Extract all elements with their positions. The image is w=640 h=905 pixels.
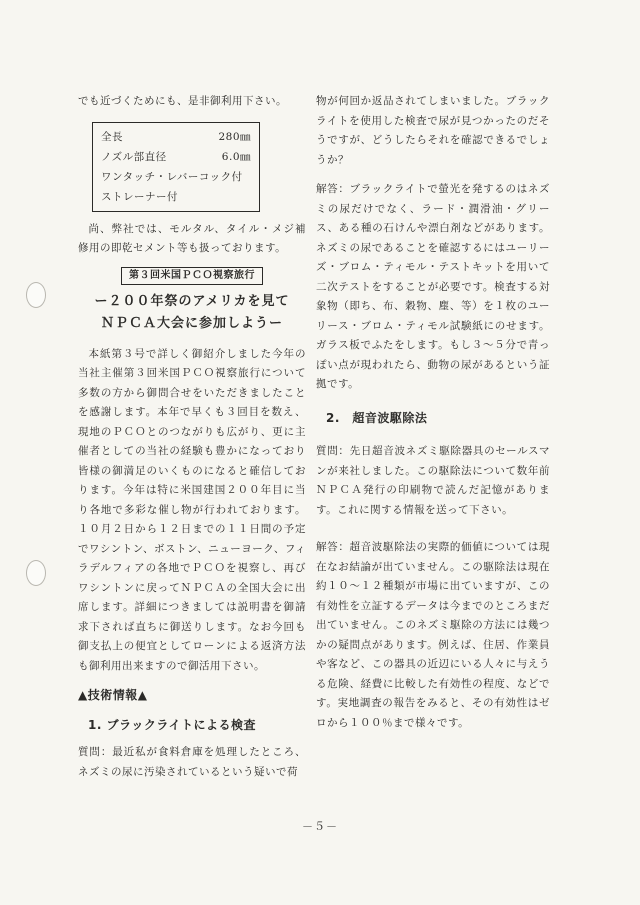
spec-label: 全長 bbox=[101, 130, 123, 143]
blacklight-heading: 1. ブラックライトによる検査 bbox=[88, 717, 256, 732]
after-specs-text: 尚、弊社では、モルタル、タイル・メジ補修用の即乾セメント等も扱っております。 bbox=[78, 222, 306, 254]
headline-line-1: ー２００年祭のアメリカを見て bbox=[94, 293, 290, 309]
section-label: 第３回米国ＰＣＯ視察旅行 bbox=[121, 267, 263, 285]
page-number: －５－ bbox=[302, 820, 338, 833]
spec-label: ストレーナー付 bbox=[101, 190, 178, 203]
spec-box bbox=[92, 122, 260, 212]
spec-value: 6.0㎜ bbox=[221, 150, 251, 163]
spec-row bbox=[101, 127, 251, 147]
intro-text: でも近づくためにも、是非御利用下さい。 bbox=[78, 95, 287, 107]
ultrasonic-heading: 2. 超音波駆除法 bbox=[326, 410, 428, 425]
article-headline bbox=[78, 291, 306, 335]
spec-value: 280㎜ bbox=[218, 130, 251, 143]
right-column bbox=[316, 92, 550, 733]
spec-row bbox=[101, 187, 251, 207]
question-2: 質問：先日超音波ネズミ駆除器具のセールスマンが来社しました。この駆除法について数年前ＮＰＣＡ発行の印刷物で読んだ記憶があります。これに関する情報を送って下さい。 bbox=[316, 445, 550, 516]
answer-2: 解答：超音波駆除法の実際的価値については現在なお結論が出ていません。この駆除法は現在約１０～１２種類が市場に出ていますが、この有効性を立証するデータは今までのところまだ出ていません。このネズミ駆除の方法には幾つかの疑問点があります。例えば、住居、作業員や客など、この器具の近辺にいる人々に与えうる危険、経費に比較した有効性の程度、などです。実地調査の報告をみると、その有効性はゼロから１００％まで様々です。 bbox=[316, 541, 550, 729]
headline-line-2: ＮＰＣＡ大会に参加しようー bbox=[100, 315, 283, 331]
question-1-continued: 物が何回か返品されてしまいました。ブラックライトを使用した検査で尿が見つかったのだそうですが、どうしたらそれを確認できるでしょうか？ bbox=[316, 95, 550, 166]
punch-hole-top bbox=[26, 282, 46, 308]
spec-label: ワンタッチ・レバーコック付 bbox=[101, 170, 243, 183]
punch-hole-bottom bbox=[26, 560, 46, 586]
left-column bbox=[78, 92, 306, 782]
spec-row bbox=[101, 147, 251, 167]
tech-info-heading: ▲技術情報▲ bbox=[78, 688, 148, 702]
question-1-start: 質問：最近私が食料倉庫を処理したところ、ネズミの尿に汚染されているという疑いで荷 bbox=[78, 746, 306, 778]
article-body: 本紙第３号で詳しく御紹介しました今年の当社主催第３回米国ＰＣＯ視察旅行について多数の方から御問合せをいただきましたことを感謝します。本年で早くも３回目を数え、現地のＰＣＯとのつながりも広がり、更に主催者としての当社の経験も豊かになっており皆様の御満足のいくものになると確信しております。今年は特に米国建国２００年目に当り各地で多彩な催し物が行われております。１０月２日から１２日までの１１日間の予定でワシントン、ボストン、ニューヨーク、フィラデルフィアの各地でＰＣＯを視察し、再びワシントンに戻ってＮＰＣＡの全国大会に出席します。詳細につきましては説明書を御請求下されば直ちに御送りします。なお今回も御支払上の便宜としてローンによる返済方法も御利用出来ますので御活用下さい。 bbox=[78, 347, 306, 672]
spec-label: ノズル部直径 bbox=[101, 150, 167, 163]
answer-1: 解答：ブラックライトで螢光を発するのはネズミの尿だけでなく、ラード・潤滑油・グリース、ある種の石けんや漂白剤などがあります。ネズミの尿であることを確認するにはユーリーズ・ブロム・ティモル・テストキットを用いて二次テストをすることが必要です。検査する対象物（即ち、布、穀物、塵、等）を１枚のユーリース・ブロム・ティモル試験紙にのせます。ガラス板でふたをします。もし３～５分で青っぽい点が現われたら、動物の尿があるという証拠です。 bbox=[316, 183, 550, 390]
spec-row bbox=[101, 167, 251, 187]
